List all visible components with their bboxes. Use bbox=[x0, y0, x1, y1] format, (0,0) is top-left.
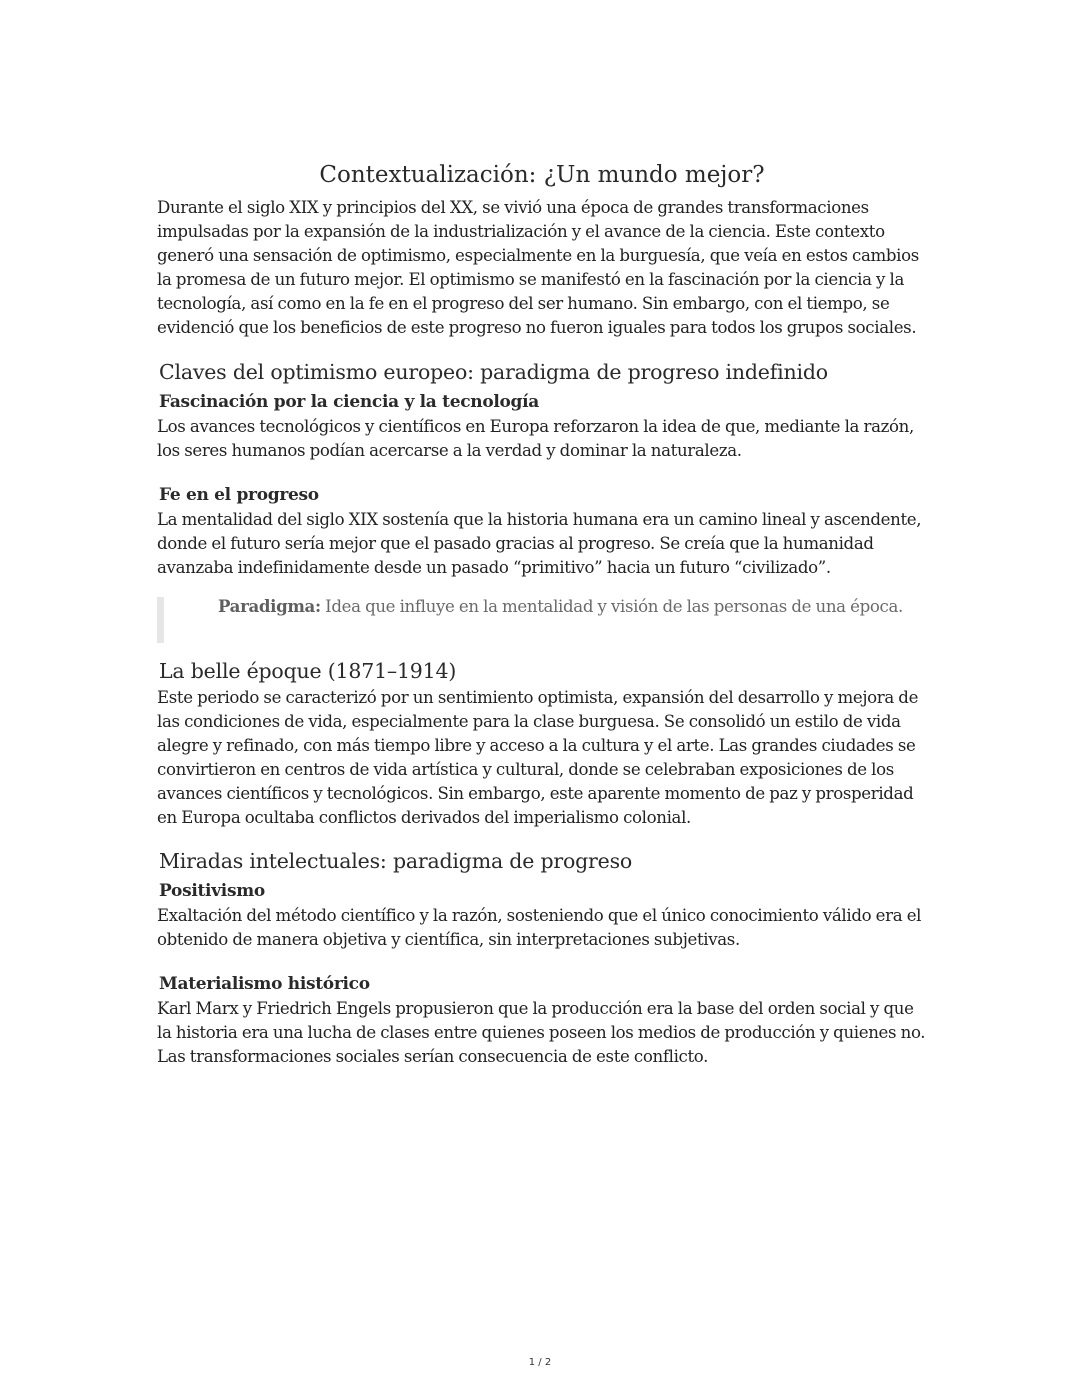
subsection-text-positivismo: Exaltación del método científico y la razón, sosteniendo que el único conocimiento válido era el obtenido de manera objetiva y científica, sin interpretaciones subjetivas. bbox=[157, 906, 922, 949]
document-page bbox=[157, 158, 927, 1069]
document-title: Contextualización: ¿Un mundo mejor? bbox=[319, 162, 765, 188]
subsection-heading-positivismo: Positivismo bbox=[159, 881, 265, 901]
subsection-text-materialismo: Karl Marx y Friedrich Engels propusieron que la producción era la base del orden social y que la historia era una lucha de clases entre quienes poseen los medios de producción y quienes no. Las transformaciones sociales serían consecuencia de este conflicto. bbox=[157, 999, 926, 1066]
definition-blockquote bbox=[157, 594, 927, 642]
definition-term: Paradigma: bbox=[218, 596, 321, 616]
subsection-heading-fe-progreso: Fe en el progreso bbox=[159, 485, 319, 505]
subsection-text-fe-progreso: La mentalidad del siglo XIX sostenía que la historia humana era un camino lineal y ascendente, donde el futuro sería mejor que el pasado gracias al progreso. Se creía que la humanidad avanzaba indefinidamente desde un pasado “primitivo” hacia un futuro “civilizado”. bbox=[157, 510, 922, 577]
subsection-heading-materialismo: Materialismo histórico bbox=[159, 974, 370, 994]
section-text-belle-epoque: Este periodo se caracterizó por un sentimiento optimista, expansión del desarrollo y mejora de las condiciones de vida, especialmente para la clase burguesa. Se consolidó un estilo de vida alegre y refinado, con más tiempo libre y acceso a la cultura y el arte. Las grandes ciudades se convirtieron en centros de vida artística y cultural, donde se celebraban exposiciones de los avances científicos y tecnológicos. Sin embargo, este aparente momento de paz y prosperidad en Europa ocultaba conflictos derivados del imperialismo colonial. bbox=[157, 688, 919, 827]
section-heading-claves: Claves del optimismo europeo: paradigma de progreso indefinido bbox=[159, 360, 828, 384]
section-heading-miradas: Miradas intelectuales: paradigma de progreso bbox=[159, 849, 633, 873]
section-heading-belle-epoque: La belle époque (1871–1914) bbox=[159, 659, 457, 683]
definition-text: Idea que influye en la mentalidad y visión de las personas de una época. bbox=[320, 597, 903, 616]
blockquote-bar bbox=[157, 597, 164, 643]
subsection-text-fascinacion: Los avances tecnológicos y científicos en Europa reforzaron la idea de que, mediante la razón, los seres humanos podían acercarse a la verdad y dominar la naturaleza. bbox=[157, 417, 914, 460]
subsection-heading-fascinacion: Fascinación por la ciencia y la tecnología bbox=[159, 392, 540, 412]
page-indicator: 1 / 2 bbox=[528, 1357, 552, 1368]
intro-paragraph: Durante el siglo XIX y principios del XX, se vivió una época de grandes transformaciones impulsadas por la expansión de la industrialización y el avance de la ciencia. Este contexto generó una sensación de optimismo, especialmente en la burguesía, que veía en estos cambios la promesa de un futuro mejor. El optimismo se manifestó en la fascinación por la ciencia y la tecnología, así como en la fe en el progreso del ser humano. Sin embargo, con el tiempo, se evidenció que los beneficios de este progreso no fueron iguales para todos los grupos sociales. bbox=[157, 198, 919, 337]
